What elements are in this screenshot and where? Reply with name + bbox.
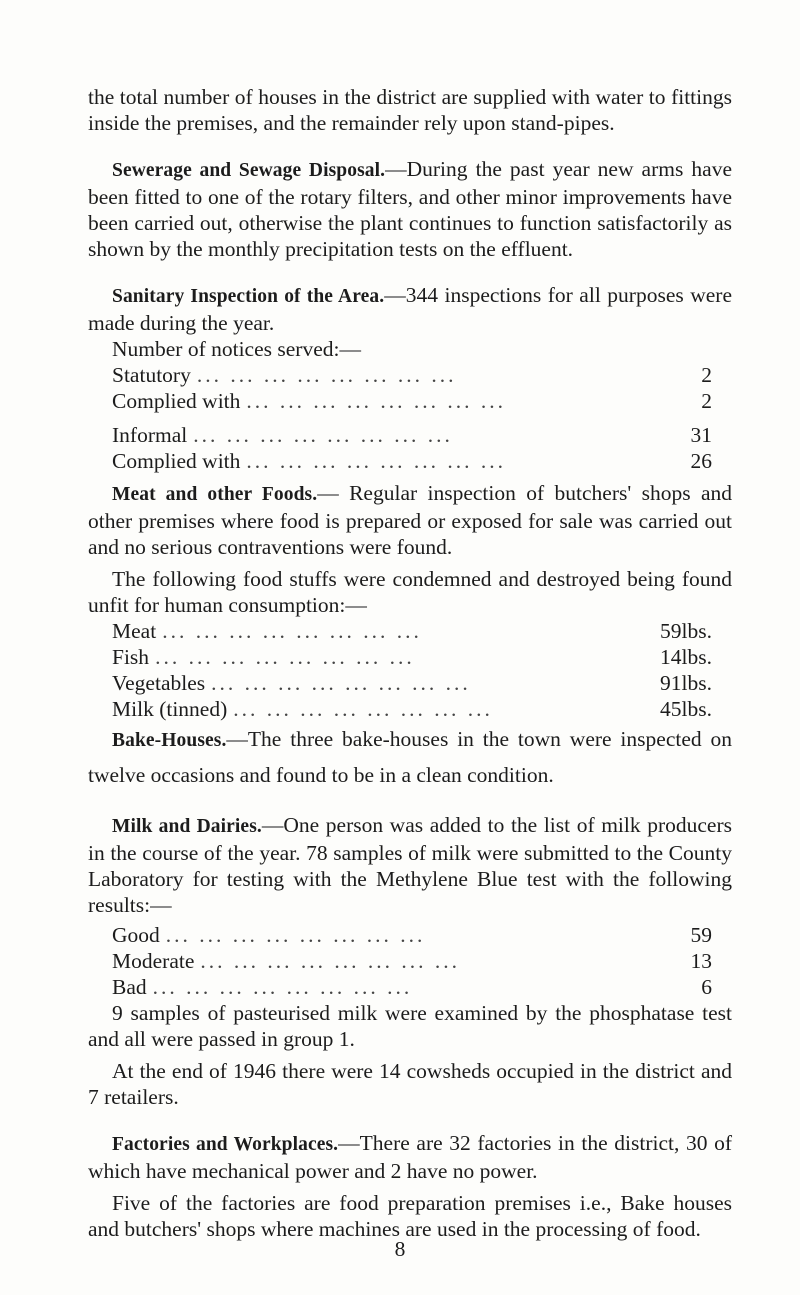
document-page: [88, 84, 732, 1242]
notices-intro: Number of notices served:—: [112, 337, 361, 361]
table-row: Meat ... ... ... ... ... ... ... ... 59lbs.: [112, 619, 712, 643]
bake-text: —The three bake-houses in the town were inspected on twelve occasions and found to be in a clean condition.: [88, 727, 732, 787]
sanitary-heading: Sanitary Inspection of the Area.: [112, 286, 385, 307]
food-prep-paragraph: Five of the factories are food preparation premises i.e., Bake houses and butchers' shops where machines are used in the processing of food.: [88, 1191, 732, 1241]
sanitary-paragraph: [88, 282, 732, 336]
cowsheds-paragraph: At the end of 1946 there were 14 cowsheds occupied in the district and 7 retailers.: [88, 1059, 732, 1109]
pasteurised-paragraph: 9 samples of pasteurised milk were examined by the phosphatase test and all were passed in group 1.: [88, 1001, 732, 1051]
table-row: Milk (tinned) ... ... ... ... ... ... ... ... 45lbs.: [112, 697, 712, 721]
table-row: Statutory ... ... ... ... ... ... ... ... 2: [112, 363, 712, 387]
table-row: Complied with ... ... ... ... ... ... ... ... 26: [112, 449, 712, 473]
table-row: Fish ... ... ... ... ... ... ... ... 14lbs.: [112, 645, 712, 669]
condemned-intro: The following food stuffs were condemned and destroyed being found unfit for human consumption:—: [88, 567, 732, 617]
sewerage-paragraph: [88, 156, 732, 262]
notices-table: [112, 362, 712, 474]
table-row: Complied with ... ... ... ... ... ... ... ... 2: [112, 389, 712, 413]
factories-text: —There are 32 factories in the district, 30 of which have mechanical power and 2 have no power.: [88, 1131, 732, 1183]
meat-paragraph: [88, 480, 732, 560]
milk-results-table: [112, 922, 712, 1000]
milk-text: —One person was added to the list of milk producers in the course of the year. 78 samples of milk were submitted to the County Laboratory for testing with the Methylene Blue test with the following results:—: [88, 813, 732, 917]
sewerage-heading: Sewerage and Sewage Disposal.: [112, 160, 386, 181]
sanitary-text: —344 inspections for all purposes were made during the year.: [88, 283, 732, 335]
page-number: 8: [394, 1237, 406, 1261]
meat-text: — Regular inspection of butchers' shops and other premises where food is prepared or exposed for sale was carried out and no serious contraventions were found.: [88, 481, 732, 559]
condemned-foods-table: [112, 618, 712, 722]
table-row: Bad ... ... ... ... ... ... ... ... 6: [112, 975, 712, 999]
table-row: Moderate ... ... ... ... ... ... ... ... 13: [112, 949, 712, 973]
milk-heading: Milk and Dairies.: [112, 816, 262, 837]
table-row: Vegetables ... ... ... ... ... ... ... ... 91lbs.: [112, 671, 712, 695]
factories-heading: Factories and Workplaces.: [112, 1134, 339, 1155]
bake-paragraph: [88, 722, 732, 792]
meat-heading: Meat and other Foods.: [112, 484, 318, 505]
factories-paragraph: [88, 1130, 732, 1184]
table-row: Informal ... ... ... ... ... ... ... ... 31: [112, 423, 712, 447]
milk-paragraph: [88, 812, 732, 918]
water-supply-paragraph: the total number of houses in the district are supplied with water to fittings inside the premises, and the remainder rely upon stand-pipes.: [88, 85, 732, 135]
sewerage-text: —During the past year new arms have been fitted to one of the rotary filters, and other minor improvements have been carried out, otherwise the plant continues to function satisfactorily as shown by the monthly precipitation tests on the effluent.: [88, 157, 732, 261]
bake-heading: Bake-Houses.: [112, 730, 227, 751]
table-row: Good ... ... ... ... ... ... ... ... 59: [112, 923, 712, 947]
